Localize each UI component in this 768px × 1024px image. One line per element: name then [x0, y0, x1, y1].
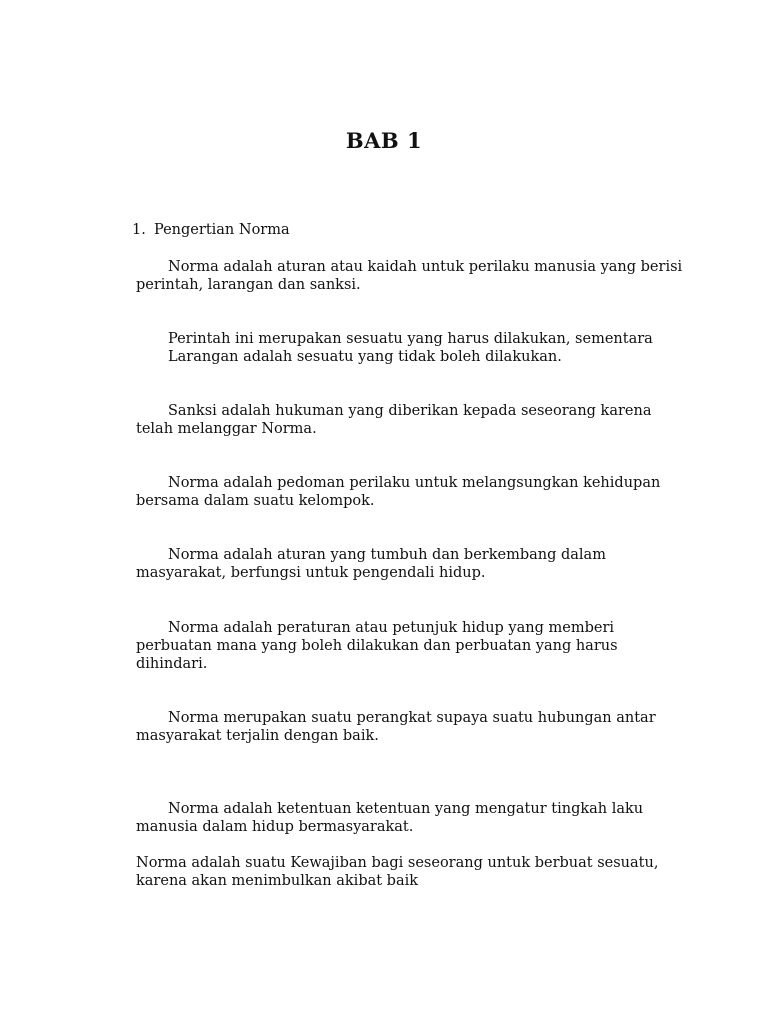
paragraph-9: Norma adalah suatu Kewajiban bagi seseorang untuk berbuat sesuatu, karena akan menimbulkan akibat baik — [136, 855, 659, 889]
paragraph-6: Norma adalah peraturan atau petunjuk hidup yang memberi perbuatan mana yang boleh dilakukan dan perbuatan yang harus dihindari. — [136, 620, 618, 672]
section-number: 1. — [132, 222, 146, 238]
paragraph-2: Perintah ini merupakan sesuatu yang harus dilakukan, sementara Larangan adalah sesuatu yang tidak boleh dilakukan. — [168, 331, 653, 365]
paragraph-3: Sanksi adalah hukuman yang diberikan kepada seseorang karena telah melanggar Norma. — [136, 403, 652, 437]
paragraph-8: Norma adalah ketentuan ketentuan yang mengatur tingkah laku manusia dalam hidup bermasyarakat. — [136, 801, 644, 835]
page-title: BAB 1 — [345, 128, 423, 153]
section-heading — [132, 222, 290, 238]
paragraph-1: Norma adalah aturan atau kaidah untuk perilaku manusia yang berisi perintah, larangan dan sanksi. — [136, 259, 683, 293]
paragraph-4: Norma adalah pedoman perilaku untuk melangsungkan kehidupan bersama dalam suatu kelompok. — [136, 475, 661, 509]
paragraph-5: Norma adalah aturan yang tumbuh dan berkembang dalam masyarakat, berfungsi untuk pengendali hidup. — [136, 547, 606, 581]
paragraph-7: Norma merupakan suatu perangkat supaya suatu hubungan antar masyarakat terjalin dengan baik. — [136, 710, 656, 744]
section-heading-text: Pengertian Norma — [154, 222, 290, 238]
